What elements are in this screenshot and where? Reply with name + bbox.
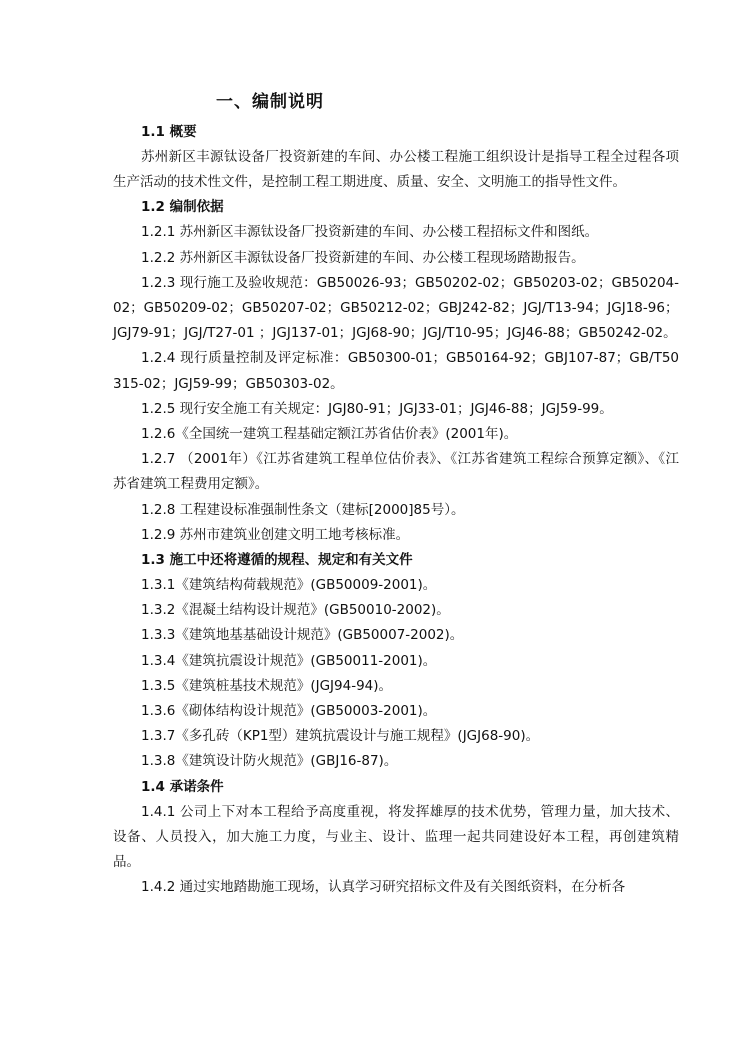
section-heading-1-1: 1.1 概要	[141, 124, 197, 140]
item-1-2-6: 1.2.6《全国统一建筑工程基础定额江苏省估价表》(2001年)。	[141, 426, 518, 443]
item-1-2-2: 1.2.2 苏州新区丰源钛设备厂投资新建的车间、办公楼工程现场踏勘报告。	[141, 249, 585, 266]
item-1-2-9: 1.2.9 苏州市建筑业创建文明工地考核标准。	[141, 526, 410, 543]
item-1-2-1: 1.2.1 苏州新区丰源钛设备厂投资新建的车间、办公楼工程招标文件和图纸。	[141, 224, 599, 241]
paragraph-1-1: 苏州新区丰源钛设备厂投资新建的车间、办公楼工程施工组织设计是指导工程全过程各项生产活动的技术性文件，是控制工程工期进度、质量、安全、文明施工的指导性文件。	[113, 149, 679, 191]
item-1-3-5: 1.3.5《建筑桩基技术规范》(JGJ94-94)。	[141, 677, 393, 694]
item-1-3-2: 1.3.2《混凝土结构设计规范》(GB50010-2002)。	[141, 602, 450, 619]
item-1-4-1: 1.4.1 公司上下对本工程给予高度重视，将发挥雄厚的技术优势，管理力量，加大技术、设备、人员投入，加大施工力度，与业主、设计、监理一起共同建设好本工程，再创建筑精品。	[113, 803, 679, 871]
item-1-3-1: 1.3.1《建筑结构荷载规范》(GB50009-2001)。	[141, 577, 437, 594]
section-heading-1-4: 1.4 承诺条件	[141, 778, 224, 795]
item-1-2-7: 1.2.7 （2001年）《江苏省建筑工程单位估价表》、《江苏省建筑工程综合预算定额》、《江苏省建筑工程费用定额》。	[113, 451, 679, 493]
item-1-3-7: 1.3.7《多孔砖（KP1型）建筑抗震设计与施工规程》(JGJ68-90)。	[141, 728, 540, 745]
item-1-2-5: 1.2.5 现行安全施工有关规定：JGJ80-91；JGJ33-01；JGJ46-88；JGJ59-99。	[141, 400, 613, 417]
item-1-3-4: 1.3.4《建筑抗震设计规范》(GB50011-2001)。	[141, 652, 437, 669]
item-1-4-2: 1.4.2 通过实地踏勘施工现场，认真学习研究招标文件及有关图纸资料，在分析各	[141, 879, 626, 896]
page-title: 一、编制说明	[216, 92, 324, 112]
item-1-3-6: 1.3.6《砌体结构设计规范》(GB50003-2001)。	[141, 703, 437, 720]
item-1-3-3: 1.3.3《建筑地基基础设计规范》(GB50007-2002)。	[141, 627, 464, 644]
item-1-2-8: 1.2.8 工程建设标准强制性条文（建标[2000]85号）。	[141, 501, 465, 518]
item-1-2-3: 1.2.3 现行施工及验收规范：GB50026-93；GB50202-02；GB50203-02；GB50204-02；GB50209-02；GB50207-02；GB50212-02；GBJ242-82；JGJ/T13-94；JGJ18-96；JGJ79-91；JGJ/T27-01 ；JGJ137-01；JGJ68-90；JGJ/T10-95；JGJ46-88；GB50242-02。	[113, 274, 679, 342]
document-page	[113, 88, 679, 900]
item-1-2-4: 1.2.4 现行质量控制及评定标准：GB50300-01；GB50164-92；GBJ107-87；GB/T50315-02；JGJ59-99；GB50303-02。	[113, 350, 679, 392]
section-heading-1-3: 1.3 施工中还将遵循的规程、规定和有关文件	[141, 552, 413, 569]
section-heading-1-2: 1.2 编制依据	[141, 199, 224, 216]
item-1-3-8: 1.3.8《建筑设计防火规范》(GBJ16-87)。	[141, 753, 398, 770]
